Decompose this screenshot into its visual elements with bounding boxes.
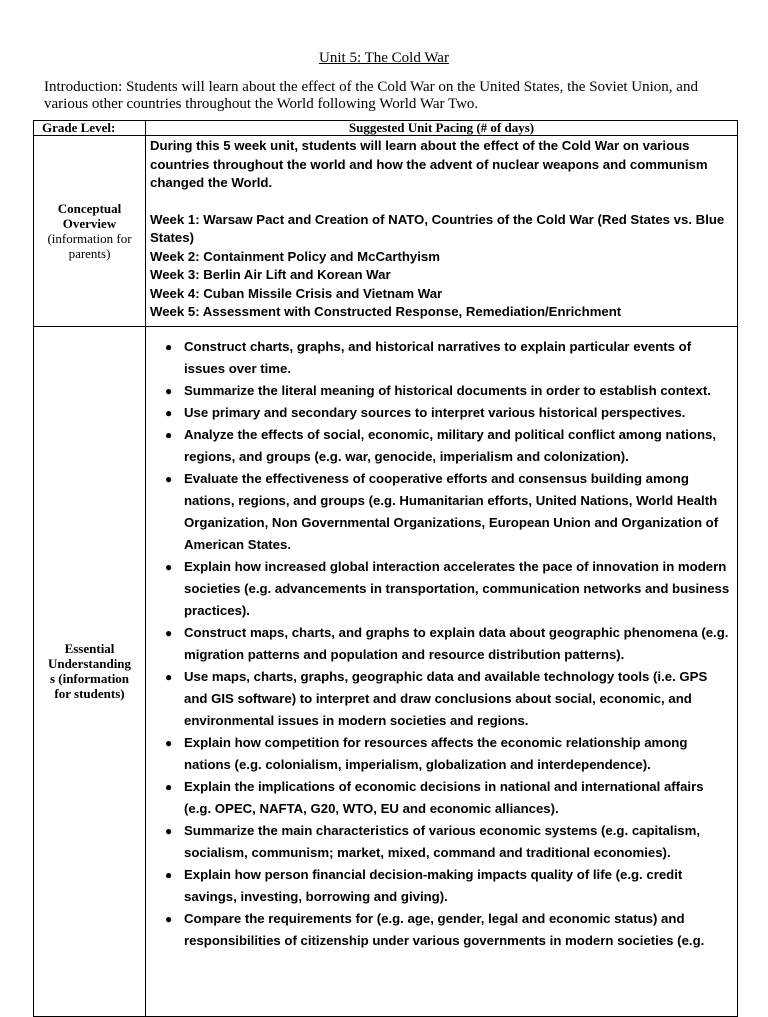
list-item <box>150 820 731 864</box>
list-item <box>150 622 731 666</box>
label-line: Understanding <box>47 656 132 671</box>
list-item-text: Summarize the literal meaning of historical documents in order to establish context. <box>184 382 711 398</box>
bullet-icon: ● <box>165 471 173 486</box>
list-item-text: Explain how increased global interaction accelerates the pace of innovation in modern societies (e.g. advancements in transportation, communication networks and business practices). <box>184 558 730 618</box>
label-line: Overview <box>62 215 117 231</box>
conceptual-overview-label <box>34 136 146 327</box>
list-item-text: Evaluate the effectiveness of cooperative efforts and consensus building among nations, regions, and groups (e.g. Humanitarian efforts, United Nations, World Health Organization, Non Governmental Organizations, European Union and Organization of American States. <box>184 470 719 552</box>
label-line: (information for <box>47 230 132 246</box>
understandings-list <box>150 336 731 952</box>
list-item <box>150 666 731 732</box>
essential-understandings-label <box>34 326 146 1016</box>
list-item-text: Construct maps, charts, and graphs to explain data about geographic phenomena (e.g. migration patterns and population and resource distribution patterns). <box>184 624 729 662</box>
list-item-text: Summarize the main characteristics of various economic systems (e.g. capitalism, socialism, communism; market, mixed, command and traditional economies). <box>184 822 700 860</box>
list-item <box>150 424 731 468</box>
list-item <box>150 468 731 556</box>
bullet-icon: ● <box>165 559 173 574</box>
bullet-icon: ● <box>165 779 173 794</box>
label-line: Essential <box>64 641 115 656</box>
essential-understandings-row <box>34 326 738 1016</box>
list-item <box>150 380 731 402</box>
week-item: Week 4: Cuban Missile Crisis and Vietnam War <box>150 285 443 301</box>
list-item <box>150 908 731 952</box>
list-item-text: Analyze the effects of social, economic, military and political conflict among nations, regions, and groups (e.g. war, genocide, imperialism and colonization). <box>184 426 717 464</box>
overview-paragraph: During this 5 week unit, students will learn about the effect of the Cold War on various countries throughout the world and how the advent of nuclear weapons and communism changed the World. <box>150 138 708 190</box>
unit-title: Unit 5: The Cold War <box>319 50 449 66</box>
label-line: Conceptual <box>57 200 122 216</box>
unit-pacing-header: Suggested Unit Pacing (# of days) <box>146 121 738 136</box>
week-item: Week 2: Containment Policy and McCarthyism <box>150 248 440 264</box>
list-item-text: Use maps, charts, graphs, geographic data and available technology tools (i.e. GPS and GIS software) to interpret and draw conclusions about social, economic, and environmental issues in modern societies and regions. <box>184 668 708 728</box>
list-item-text: Explain how competition for resources affects the economic relationship among nations (e.g. colonialism, imperialism, globalization and interdependence). <box>184 734 688 772</box>
bullet-icon: ● <box>165 669 173 684</box>
week-item: Week 3: Berlin Air Lift and Korean War <box>150 267 391 282</box>
list-item <box>150 864 731 908</box>
introduction-text: Introduction: Students will learn about the effect of the Cold War on the United States, the Soviet Union, and various other countries throughout the World following World War Two. <box>44 79 698 112</box>
list-item <box>150 732 731 776</box>
bullet-icon: ● <box>165 383 173 398</box>
bullet-icon: ● <box>165 427 173 442</box>
bullet-icon: ● <box>165 405 173 420</box>
bullet-icon: ● <box>165 823 173 838</box>
list-item-text: Explain the implications of economic decisions in national and international affairs (e.g. OPEC, NAFTA, G20, WTO, EU and economic alliances). <box>184 778 704 816</box>
list-item <box>150 776 731 820</box>
list-item-text: Construct charts, graphs, and historical narratives to explain particular events of issues over time. <box>184 338 692 376</box>
week-item: Week 1: Warsaw Pact and Creation of NATO, Countries of the Cold War (Red States vs. Blue States) <box>150 211 725 245</box>
bullet-icon: ● <box>165 339 173 354</box>
week-item: Week 5: Assessment with Constructed Response, Remediation/Enrichment <box>150 304 622 319</box>
conceptual-overview-content <box>146 136 738 327</box>
bullet-icon: ● <box>165 735 173 750</box>
bullet-icon: ● <box>165 867 173 882</box>
unit-table <box>33 120 738 1017</box>
grade-level-header: Grade Level: <box>34 121 146 136</box>
label-line: parents) <box>68 245 111 261</box>
list-item-text: Compare the requirements for (e.g. age, gender, legal and economic status) and responsibilities of citizenship under various governments in modern societies (e.g. <box>184 910 705 948</box>
list-item-text: Explain how person financial decision-making impacts quality of life (e.g. credit savings, investing, borrowing and giving). <box>184 866 683 904</box>
list-item <box>150 336 731 380</box>
list-item <box>150 402 731 424</box>
table-header-row <box>34 121 738 136</box>
bullet-icon: ● <box>165 625 173 640</box>
list-item-text: Use primary and secondary sources to interpret various historical perspectives. <box>184 404 686 420</box>
list-item <box>150 556 731 622</box>
week-list <box>150 211 731 322</box>
bullet-icon: ● <box>165 911 173 926</box>
essential-understandings-content <box>146 326 738 1016</box>
label-line: s (information <box>49 671 130 686</box>
label-line: for students) <box>54 686 125 701</box>
conceptual-overview-row <box>34 136 738 327</box>
